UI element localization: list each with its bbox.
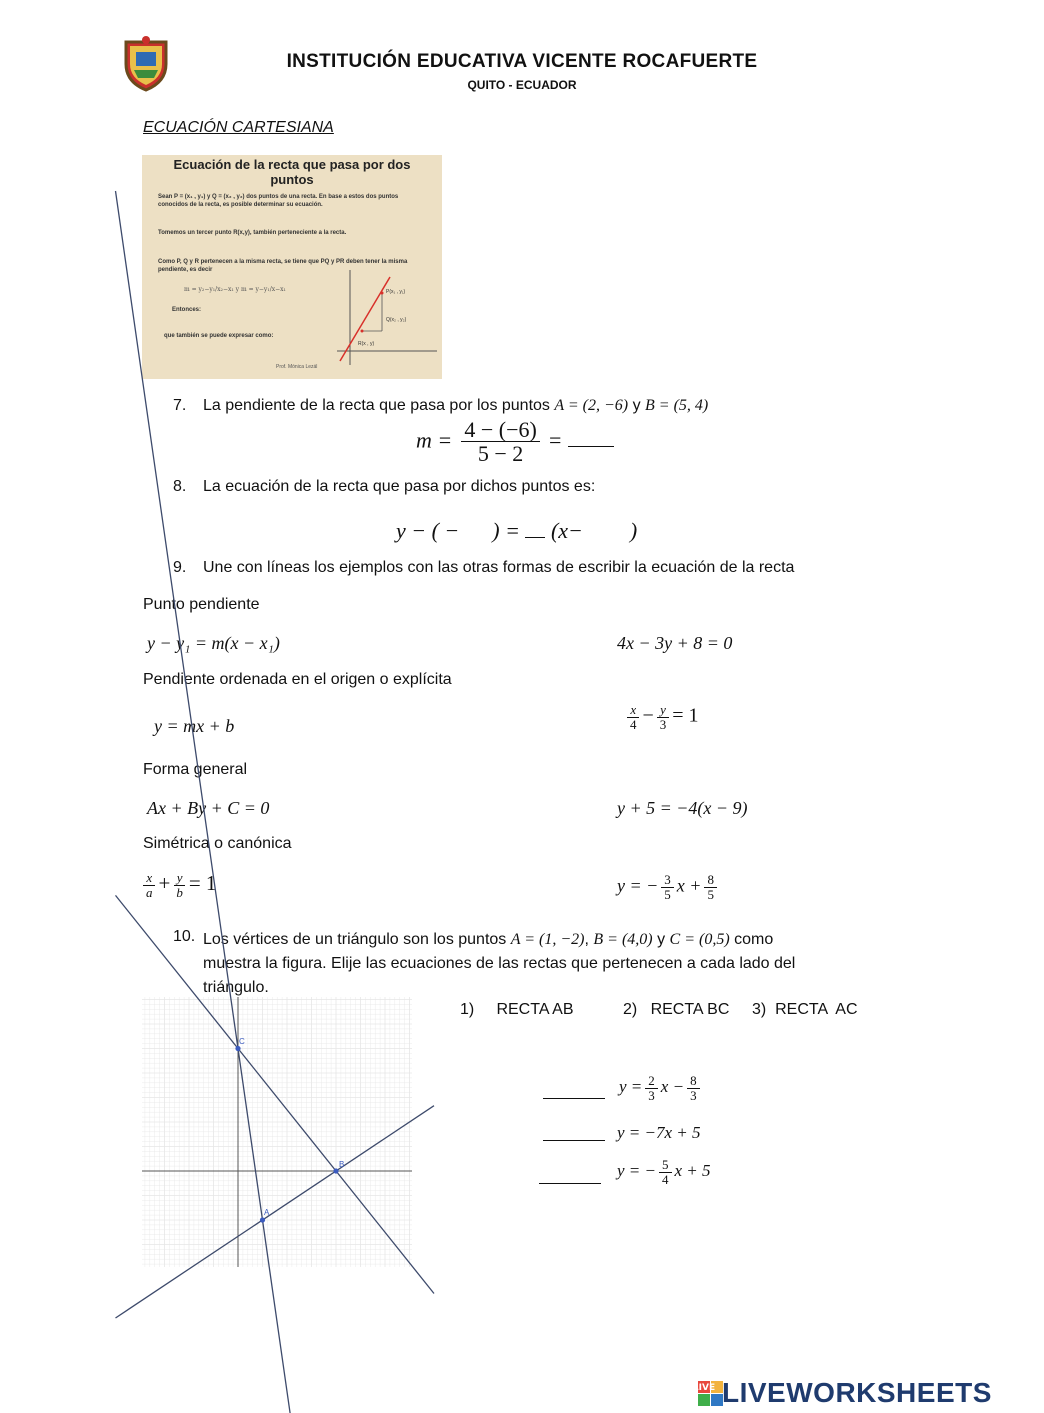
answer-equation-2: y = −7x + 5: [617, 1123, 701, 1142]
example-general-1[interactable]: 4x − 3y + 8 = 0: [617, 633, 733, 653]
q9-text: Une con líneas los ejemplos con las otras formas de escribir la ecuación de la recta: [203, 559, 795, 576]
form-formula-symmetric[interactable]: $\frac{x}{a}$ + $\frac{y}{b}$ = 1: [143, 871, 216, 899]
slide-label-p: P(x₁ , y₁): [386, 289, 406, 295]
form-name-point-slope: Punto pendiente: [143, 596, 260, 613]
q7-text: La pendiente de la recta que pasa por los puntos A = (2, −6) y B = (5, 4): [203, 397, 709, 414]
q8-blank-slope[interactable]: [525, 525, 545, 538]
answer-equation-3: y = − $\frac{5}{4}$ x + 5: [617, 1157, 711, 1187]
q8-number: 8.: [173, 478, 187, 495]
q9-number: 9.: [173, 559, 187, 576]
q8-equation: y − ( − ) = (x− ): [396, 518, 638, 543]
institution-title: INSTITUCIÓN EDUCATIVA VICENTE ROCAFUERTE: [286, 51, 758, 72]
point-a: [260, 1217, 265, 1222]
q8-text: La ecuación de la recta que pasa por dichos puntos es:: [203, 478, 596, 495]
slide-label-r: R(x , y): [358, 341, 375, 347]
form-formula-point-slope[interactable]: y − y₁ = m(x − x₁): [147, 633, 280, 653]
slide-bullet-3: Como P, Q y R pertenecen a la misma recta, se tiene que PQ y PR deben tener la misma pendiente, es decir: [158, 259, 408, 273]
svg-text:LIVE: LIVE: [692, 1383, 716, 1393]
slide-title: Ecuación de la recta que pasa por dos puntos: [173, 157, 411, 187]
svg-text:m = y₂−y₁/x₂−x₁ y: m = y₂−y₁/x₂−x₁ y m = y−y₁/x−x₁: [184, 286, 286, 293]
city-subtitle: QUITO - ECUADOR: [467, 78, 577, 92]
form-name-slope-intercept: Pendiente ordenada en el origen o explícita: [143, 671, 452, 688]
option-recta-ab: 1) RECTA AB: [460, 1001, 574, 1018]
slide-author: Prof. Mónica Lezál: [276, 364, 318, 370]
q10-number: 10.: [173, 928, 196, 945]
q7-point-a: A = (2, −6): [554, 397, 629, 414]
graph-label-b: B: [339, 1160, 345, 1169]
answer-equation-1: y = $\frac{2}{3}$ x − $\frac{8}{3}$: [619, 1074, 703, 1102]
example-symmetric[interactable]: $\frac{x}{4}$ − $\frac{y}{3}$ = 1: [624, 703, 699, 731]
example-point-slope[interactable]: y + 5 = −4(x − 9): [617, 798, 748, 818]
slide-entonces: Entonces:: [172, 307, 202, 313]
section-title: ECUACIÓN CARTESIANA: [143, 119, 334, 136]
slide-tambien: que también se puede expresar como:: [164, 333, 274, 339]
answer-blank-1[interactable]: [543, 1098, 605, 1099]
slide-label-q: Q(x₂ , y₂): [386, 317, 407, 323]
q7-slope-formula: m = $\frac{4 - (-6)}{5 - 2}$ =: [416, 418, 614, 465]
liveworksheets-brand[interactable]: LIVEWORKSHEETS: [722, 1377, 992, 1408]
q7-number: 7.: [173, 397, 187, 414]
answer-blank-3[interactable]: [539, 1183, 601, 1184]
q7-answer-blank[interactable]: [568, 432, 614, 447]
form-name-symmetric: Simétrica o canónica: [143, 835, 292, 852]
option-recta-bc: 2) RECTA BC: [623, 1001, 730, 1018]
slide-bullet-1: Sean P = (x₁ , y₁) y Q = (x₂ , y₂) dos puntos de una recta. En base a estos dos puntos conocidos de la recta, es posible determinar su ecuación.: [158, 194, 399, 208]
form-formula-slope-intercept[interactable]: y = mx + b: [154, 716, 235, 736]
slide-formula-1: [182, 279, 332, 299]
form-formula-general[interactable]: Ax + By + C = 0: [147, 798, 270, 818]
reference-slide: [142, 155, 442, 379]
q7-point-b: B = (5, 4): [645, 397, 709, 414]
option-recta-ac: 3) RECTA AC: [752, 1001, 858, 1018]
liveworksheets-logo-icon: [692, 1381, 724, 1407]
slide-bullet-2: Tomemos un tercer punto R(x,y), también perteneciente a la recta.: [158, 230, 347, 236]
point-c: [235, 1046, 240, 1051]
q10-text: Los vértices de un triángulo son los puntos A = (1, −2), B = (4,0) y C = (0,5) como muestra la figura. Elije las ecuaciones de las rectas que pertenecen a cada lado del triángulo.: [203, 931, 796, 996]
answer-blank-2[interactable]: [543, 1140, 605, 1141]
line-ab: [116, 1106, 435, 1318]
graph-label-c: C: [239, 1037, 245, 1046]
example-slope-intercept[interactable]: y = − $\frac{3}{5}$ x + $\frac{8}{5}$: [617, 873, 720, 901]
triangle-graph: [142, 997, 412, 1267]
graph-label-a: A: [264, 1208, 270, 1217]
point-b: [333, 1168, 338, 1173]
form-name-general: Forma general: [143, 761, 248, 778]
